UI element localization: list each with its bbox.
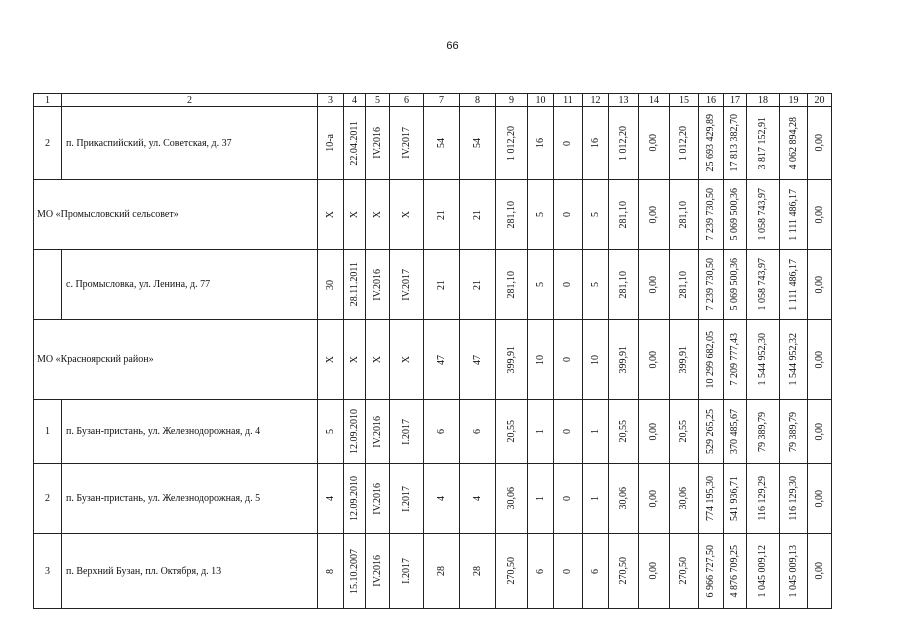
- value-cell-col-14: [639, 180, 670, 250]
- column-number-15: 15: [670, 94, 699, 107]
- value-cell-col-10: [528, 180, 554, 250]
- value-text: IV.2016: [371, 127, 383, 159]
- value-cell-col-6: [390, 464, 424, 534]
- value-text: 6: [534, 568, 546, 574]
- value-text: 774 195,30: [705, 476, 716, 521]
- value-cell-col-16: [699, 250, 724, 320]
- value-cell-col-16: [699, 464, 724, 534]
- value-cell-col-7: [424, 320, 460, 400]
- value-cell-col-18: [747, 180, 780, 250]
- value-text: 20,55: [505, 420, 517, 443]
- value-cell-col-16: [699, 534, 724, 609]
- value-cell-col-13: [609, 320, 639, 400]
- value-text: 0: [562, 429, 573, 434]
- value-cell-col-17: [724, 400, 747, 464]
- column-number-14: 14: [639, 94, 670, 107]
- column-number-9: 9: [496, 94, 528, 107]
- value-text: 116 129,29: [757, 476, 768, 521]
- value-text: 0,00: [648, 350, 659, 369]
- value-cell-col-14: [639, 534, 670, 609]
- value-text: 281,10: [617, 270, 629, 299]
- value-cell-col-3: [318, 400, 344, 464]
- value-text: 0: [562, 496, 573, 501]
- value-text: 21: [471, 279, 483, 290]
- value-text: 5: [324, 429, 336, 434]
- value-text: 20,55: [678, 420, 689, 443]
- value-cell-col-12: [583, 320, 609, 400]
- value-text: 270,50: [505, 557, 517, 585]
- value-text: 281,10: [617, 200, 629, 229]
- value-cell-col-16: [699, 400, 724, 464]
- column-number-11: 11: [554, 94, 583, 107]
- value-cell-col-7: [424, 107, 460, 180]
- value-cell-col-7: [424, 180, 460, 250]
- value-text: X: [371, 355, 383, 364]
- value-cell-col-19: [780, 400, 808, 464]
- value-cell-col-12: [583, 464, 609, 534]
- value-cell-col-20: [808, 180, 832, 250]
- column-number-6: 6: [390, 94, 424, 107]
- address-label: п. Верхний Бузан, пл. Октября, д. 13: [62, 534, 318, 609]
- address-label: п. Бузан-пристань, ул. Железнодорожная, д. 5: [62, 464, 318, 534]
- value-text: 1 045 009,12: [757, 544, 768, 598]
- value-text: 20,55: [617, 420, 629, 443]
- value-text: 0,00: [648, 205, 659, 224]
- value-text: 4: [471, 496, 483, 501]
- value-cell-col-6: [390, 180, 424, 250]
- value-cell-col-12: [583, 180, 609, 250]
- value-cell-col-9: [496, 180, 528, 250]
- column-number-18: 18: [747, 94, 780, 107]
- value-cell-col-9: [496, 320, 528, 400]
- value-text: 3 817 152,91: [757, 116, 768, 170]
- column-number-row: [34, 94, 832, 107]
- value-cell-col-8: [460, 534, 496, 609]
- value-cell-col-19: [780, 180, 808, 250]
- value-text: X: [324, 210, 336, 219]
- value-text: 5: [534, 212, 546, 217]
- value-cell-col-8: [460, 320, 496, 400]
- value-text: 1: [589, 496, 601, 501]
- value-text: 47: [435, 354, 447, 365]
- value-cell-col-6: [390, 534, 424, 609]
- value-text: 281,10: [505, 200, 517, 229]
- value-text: 399,91: [505, 345, 517, 374]
- value-cell-col-3: [318, 464, 344, 534]
- table-row: [34, 464, 832, 534]
- value-cell-col-15: [670, 400, 699, 464]
- value-cell-col-7: [424, 250, 460, 320]
- value-text: X: [400, 210, 412, 219]
- value-cell-col-20: [808, 400, 832, 464]
- address-label: п. Бузан-пристань, ул. Железнодорожная, д. 4: [62, 400, 318, 464]
- value-text: 1: [534, 496, 546, 501]
- value-cell-col-4: [344, 464, 366, 534]
- value-text: 0,00: [648, 562, 659, 580]
- value-cell-col-17: [724, 464, 747, 534]
- value-cell-col-3: [318, 534, 344, 609]
- value-cell-col-8: [460, 107, 496, 180]
- value-cell-col-6: [390, 400, 424, 464]
- value-cell-col-10: [528, 250, 554, 320]
- value-text: 5 069 500,36: [729, 258, 740, 311]
- column-number-4: 4: [344, 94, 366, 107]
- value-cell-col-16: [699, 107, 724, 180]
- value-text: 0,00: [813, 350, 825, 369]
- value-text: 7 239 730,50: [705, 188, 716, 241]
- value-cell-col-18: [747, 107, 780, 180]
- value-text: 28: [435, 566, 447, 576]
- value-cell-col-5: [366, 250, 390, 320]
- value-cell-col-4: [344, 320, 366, 400]
- value-text: 281,10: [678, 270, 689, 299]
- value-text: 12.09.2010: [348, 409, 360, 454]
- value-cell-col-14: [639, 250, 670, 320]
- value-text: 270,50: [678, 557, 689, 585]
- value-text: IV.2016: [371, 555, 383, 587]
- value-text: 1 058 743,97: [757, 188, 768, 241]
- value-text: I.2017: [400, 418, 412, 445]
- value-text: 399,91: [678, 345, 689, 374]
- value-cell-col-11: [554, 464, 583, 534]
- value-text: 0,00: [648, 275, 659, 294]
- value-text: 0,00: [813, 275, 825, 294]
- value-text: 4: [324, 496, 336, 501]
- column-number-20: 20: [808, 94, 832, 107]
- column-number-16: 16: [699, 94, 724, 107]
- value-cell-col-3: [318, 250, 344, 320]
- value-cell-col-13: [609, 534, 639, 609]
- value-text: 5: [589, 212, 601, 217]
- value-text: 30,06: [678, 487, 689, 510]
- value-cell-col-4: [344, 107, 366, 180]
- value-cell-col-4: [344, 250, 366, 320]
- column-number-10: 10: [528, 94, 554, 107]
- value-text: 370 485,67: [729, 409, 740, 454]
- value-cell-col-19: [780, 320, 808, 400]
- value-text: 1 045 009,13: [787, 544, 799, 598]
- value-cell-col-15: [670, 180, 699, 250]
- value-cell-col-11: [554, 250, 583, 320]
- value-cell-col-3: [318, 180, 344, 250]
- page-number: 66: [446, 40, 459, 52]
- value-cell-col-14: [639, 107, 670, 180]
- value-text: 1: [534, 429, 546, 434]
- value-text: 270,50: [617, 557, 629, 585]
- value-text: 1 111 486,17: [787, 188, 799, 241]
- value-text: IV.2016: [371, 482, 383, 515]
- value-cell-col-12: [583, 107, 609, 180]
- value-text: 1 012,20: [617, 125, 629, 161]
- value-text: 0: [562, 212, 573, 217]
- value-cell-col-14: [639, 320, 670, 400]
- value-text: X: [348, 210, 360, 219]
- value-cell-col-8: [460, 464, 496, 534]
- value-cell-col-13: [609, 180, 639, 250]
- value-text: 0: [562, 568, 573, 574]
- value-text: 5: [589, 282, 601, 287]
- value-cell-col-18: [747, 400, 780, 464]
- value-text: 21: [435, 209, 447, 220]
- value-text: 0,00: [813, 562, 825, 580]
- value-text: 0,00: [648, 422, 659, 441]
- group-label: МО «Промысловский сельсовет»: [34, 180, 318, 250]
- value-cell-col-7: [424, 534, 460, 609]
- value-cell-col-4: [344, 400, 366, 464]
- value-text: 529 265,25: [705, 409, 716, 454]
- row-number: [34, 250, 62, 320]
- value-text: 1 012,20: [678, 125, 689, 161]
- value-text: 47: [471, 354, 483, 365]
- value-cell-col-18: [747, 320, 780, 400]
- value-text: 28: [471, 566, 483, 576]
- value-text: 1 111 486,17: [787, 258, 799, 311]
- value-cell-col-13: [609, 107, 639, 180]
- value-cell-col-17: [724, 320, 747, 400]
- value-text: 21: [435, 279, 447, 290]
- value-cell-col-11: [554, 320, 583, 400]
- value-cell-col-11: [554, 400, 583, 464]
- value-text: IV.2016: [371, 268, 383, 301]
- value-text: I.2017: [400, 485, 412, 512]
- column-number-2: 2: [62, 94, 318, 107]
- value-cell-col-9: [496, 464, 528, 534]
- column-number-12: 12: [583, 94, 609, 107]
- value-text: 54: [471, 138, 483, 148]
- value-cell-col-19: [780, 250, 808, 320]
- value-text: 0,00: [648, 489, 659, 508]
- value-text: 541 936,71: [729, 476, 740, 521]
- row-number: 3: [34, 534, 62, 609]
- value-cell-col-5: [366, 464, 390, 534]
- value-cell-col-10: [528, 534, 554, 609]
- value-text: 0,00: [648, 134, 659, 152]
- value-cell-col-19: [780, 464, 808, 534]
- value-cell-col-3: [318, 320, 344, 400]
- value-text: 10: [534, 354, 546, 365]
- value-text: 7 209 777,43: [729, 333, 740, 386]
- value-cell-col-9: [496, 400, 528, 464]
- value-text: 6 966 727,50: [705, 544, 716, 598]
- value-cell-col-15: [670, 107, 699, 180]
- value-text: 10-а: [324, 134, 336, 152]
- value-text: 54: [435, 138, 447, 148]
- value-text: 0,00: [813, 134, 825, 152]
- value-cell-col-20: [808, 534, 832, 609]
- value-text: 79 389,79: [757, 411, 768, 452]
- column-number-5: 5: [366, 94, 390, 107]
- value-text: 4 876 709,25: [729, 544, 740, 598]
- value-cell-col-9: [496, 534, 528, 609]
- column-number-1: 1: [34, 94, 62, 107]
- row-number: 2: [34, 464, 62, 534]
- value-text: IV.2016: [371, 415, 383, 448]
- value-cell-col-5: [366, 180, 390, 250]
- value-cell-col-3: [318, 107, 344, 180]
- value-cell-col-4: [344, 180, 366, 250]
- address-label: с. Промысловка, ул. Ленина, д. 77: [62, 250, 318, 320]
- value-cell-col-8: [460, 250, 496, 320]
- value-cell-col-16: [699, 320, 724, 400]
- value-text: 8: [324, 568, 336, 574]
- value-text: 28.11.2011: [348, 262, 360, 307]
- value-text: X: [348, 355, 360, 364]
- value-cell-col-11: [554, 534, 583, 609]
- value-cell-col-15: [670, 320, 699, 400]
- value-text: 0,00: [813, 489, 825, 508]
- value-text: 399,91: [617, 345, 629, 374]
- value-text: X: [371, 210, 383, 219]
- value-text: 79 389,79: [787, 411, 799, 452]
- value-text: 5 069 500,36: [729, 188, 740, 241]
- value-cell-col-14: [639, 400, 670, 464]
- value-text: 6: [435, 429, 447, 434]
- value-text: 25 693 429,89: [705, 114, 716, 172]
- table-row: [34, 107, 832, 180]
- value-text: 1 012,20: [505, 125, 517, 161]
- value-text: 17 813 382,70: [729, 114, 740, 172]
- value-cell-col-10: [528, 107, 554, 180]
- value-cell-col-20: [808, 250, 832, 320]
- value-cell-col-9: [496, 250, 528, 320]
- value-cell-col-4: [344, 534, 366, 609]
- value-cell-col-10: [528, 464, 554, 534]
- value-cell-col-7: [424, 400, 460, 464]
- value-cell-col-10: [528, 400, 554, 464]
- value-cell-col-5: [366, 534, 390, 609]
- value-text: 4: [435, 496, 447, 501]
- table-row: [34, 250, 832, 320]
- value-text: 1 058 743,97: [757, 258, 768, 311]
- value-cell-col-17: [724, 534, 747, 609]
- value-text: IV.2017: [400, 268, 412, 301]
- value-text: 21: [471, 209, 483, 220]
- value-text: 5: [534, 282, 546, 287]
- value-text: X: [324, 355, 336, 364]
- value-cell-col-10: [528, 320, 554, 400]
- group-label: МО «Красноярский район»: [34, 320, 318, 400]
- value-text: IV.2017: [400, 127, 412, 159]
- value-cell-col-19: [780, 107, 808, 180]
- value-text: 1 544 952,32: [787, 333, 799, 386]
- column-number-17: 17: [724, 94, 747, 107]
- value-text: 15.10.2007: [348, 548, 360, 594]
- address-label: п. Прикаспийский, ул. Советская, д. 37: [62, 107, 318, 180]
- value-cell-col-17: [724, 180, 747, 250]
- value-text: 4 062 894,28: [787, 116, 799, 170]
- value-text: 6: [471, 429, 483, 434]
- table-row: [34, 400, 832, 464]
- column-number-19: 19: [780, 94, 808, 107]
- value-text: 281,10: [505, 270, 517, 299]
- value-text: 12.09.2010: [348, 476, 360, 521]
- value-cell-col-7: [424, 464, 460, 534]
- value-cell-col-5: [366, 320, 390, 400]
- value-cell-col-18: [747, 250, 780, 320]
- housing-table: [33, 93, 832, 609]
- value-cell-col-5: [366, 400, 390, 464]
- value-text: 0: [562, 357, 573, 362]
- value-cell-col-20: [808, 320, 832, 400]
- value-text: 30,06: [505, 487, 517, 510]
- value-text: 281,10: [678, 200, 689, 229]
- table-row: [34, 534, 832, 609]
- value-cell-col-17: [724, 107, 747, 180]
- value-cell-col-15: [670, 464, 699, 534]
- value-text: 10: [589, 354, 601, 365]
- value-cell-col-12: [583, 250, 609, 320]
- value-cell-col-13: [609, 250, 639, 320]
- column-number-8: 8: [460, 94, 496, 107]
- value-cell-col-15: [670, 250, 699, 320]
- value-text: 1: [589, 429, 601, 434]
- table-body: [34, 94, 832, 609]
- column-number-13: 13: [609, 94, 639, 107]
- value-cell-col-8: [460, 180, 496, 250]
- value-cell-col-12: [583, 534, 609, 609]
- value-cell-col-8: [460, 400, 496, 464]
- group-row: [34, 180, 832, 250]
- value-cell-col-11: [554, 107, 583, 180]
- value-cell-col-6: [390, 250, 424, 320]
- value-text: 116 129,30: [787, 476, 799, 521]
- value-text: 0,00: [813, 422, 825, 441]
- value-text: 0,00: [813, 205, 825, 224]
- group-row: [34, 320, 832, 400]
- value-cell-col-13: [609, 464, 639, 534]
- value-text: 7 239 730,50: [705, 258, 716, 311]
- value-text: 16: [534, 138, 546, 148]
- value-cell-col-20: [808, 107, 832, 180]
- column-number-3: 3: [318, 94, 344, 107]
- value-text: 30: [324, 279, 336, 290]
- value-text: 30,06: [617, 487, 629, 510]
- value-cell-col-6: [390, 107, 424, 180]
- value-cell-col-11: [554, 180, 583, 250]
- value-text: 10 299 682,05: [705, 330, 716, 389]
- value-text: 0: [562, 282, 573, 287]
- value-text: I.2017: [400, 558, 412, 584]
- value-cell-col-6: [390, 320, 424, 400]
- value-cell-col-18: [747, 464, 780, 534]
- value-cell-col-18: [747, 534, 780, 609]
- value-text: 1 544 952,30: [757, 333, 768, 386]
- value-text: 0: [562, 140, 573, 146]
- row-number: 1: [34, 400, 62, 464]
- value-cell-col-20: [808, 464, 832, 534]
- row-number: 2: [34, 107, 62, 180]
- value-cell-col-14: [639, 464, 670, 534]
- value-cell-col-13: [609, 400, 639, 464]
- value-text: X: [400, 355, 412, 364]
- value-cell-col-19: [780, 534, 808, 609]
- value-cell-col-12: [583, 400, 609, 464]
- value-cell-col-9: [496, 107, 528, 180]
- value-cell-col-17: [724, 250, 747, 320]
- value-cell-col-15: [670, 534, 699, 609]
- value-text: 16: [589, 138, 601, 148]
- value-cell-col-5: [366, 107, 390, 180]
- column-number-7: 7: [424, 94, 460, 107]
- value-text: 6: [589, 568, 601, 574]
- value-cell-col-16: [699, 180, 724, 250]
- value-text: 22.04.2011: [348, 120, 360, 166]
